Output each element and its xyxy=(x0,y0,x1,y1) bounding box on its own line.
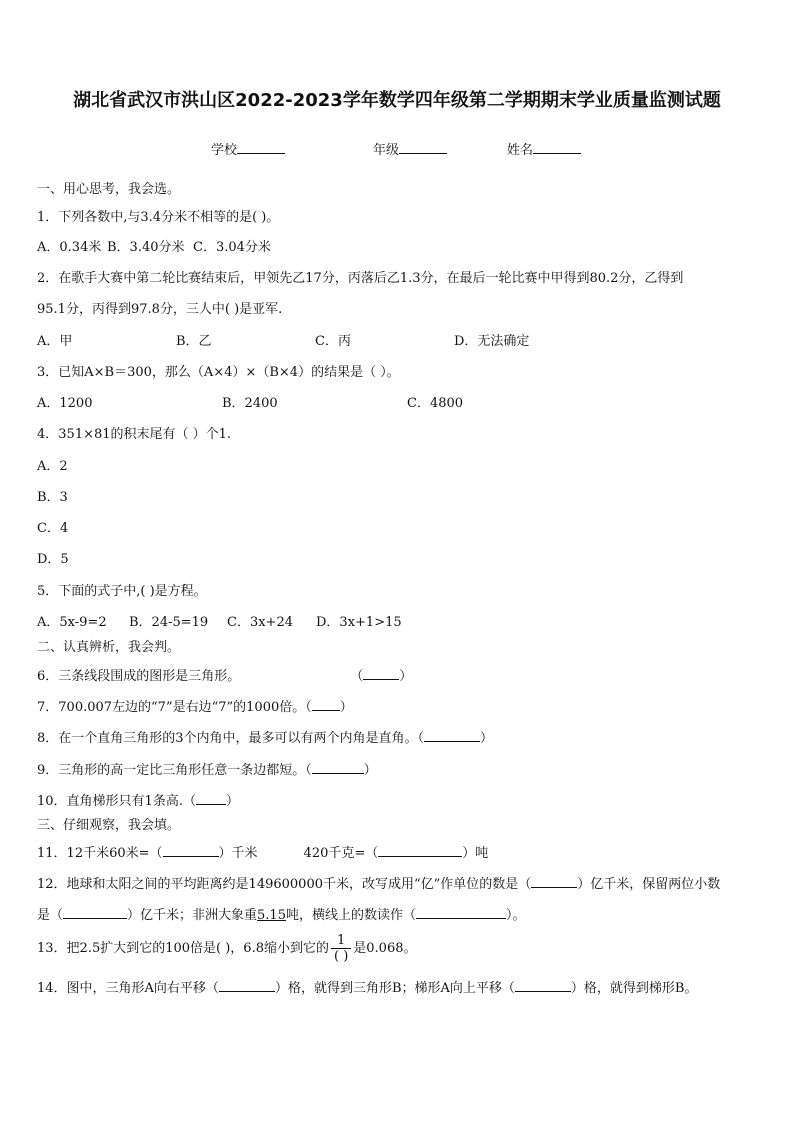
option-c[interactable]: C．丙 xyxy=(315,334,351,349)
option-c[interactable]: C．4 xyxy=(37,521,69,536)
answer-blank[interactable] xyxy=(219,978,275,992)
option-b[interactable]: B．2400 xyxy=(222,396,278,411)
question-12-line1: 12．地球和太阳之间的平均距离约是149600000千米，改写成用“亿”作单位的数是（ ）亿千米，保留两位小数 xyxy=(37,874,720,894)
question-8: 8．在一个直角三角形的3个内角中，最多可以有两个内角是直角。（ ） xyxy=(37,728,493,748)
question-13: 13．把2.5扩大到它的100倍是( )，6.8缩小到它的 $\frac{1}{( )}$ 是0.068。 xyxy=(37,933,417,964)
option-d[interactable]: D．无法确定 xyxy=(454,334,530,349)
option-d[interactable]: D．5 xyxy=(37,552,69,567)
name-field xyxy=(507,139,581,158)
answer-blank[interactable] xyxy=(363,666,399,680)
grade-blank[interactable] xyxy=(399,140,447,154)
question-10: 10．直角梯形只有1条高.（ ） xyxy=(37,791,239,811)
question-14: 14．图中，三角形A向右平移（ ）格，就得到三角形B；梯形A向上平移（ ）格，就得到梯形B。 xyxy=(37,978,697,998)
question-1-options xyxy=(37,239,271,257)
question-3-stem: 3．已知A×B＝300，那么（A×4）×（B×4）的结果是（ ）。 xyxy=(37,365,400,380)
fraction: $\frac{1}{( )}$ xyxy=(331,933,351,964)
section-1-heading: 一、用心思考，我会选。 xyxy=(37,182,181,197)
answer-blank[interactable] xyxy=(416,905,506,919)
section-2-heading: 二、认真辨析，我会判。 xyxy=(37,640,181,655)
question-4-stem: 4．351×81的积末尾有（ ）个1. xyxy=(37,427,232,442)
option-a[interactable]: A．5x-9=2 xyxy=(37,615,107,630)
answer-blank[interactable] xyxy=(63,905,127,919)
option-b[interactable]: B．3.40分米 xyxy=(107,240,185,255)
question-11: 11．12千米60米=（ ）千米 420千克=（ ）吨 xyxy=(37,843,488,863)
option-a[interactable]: A．甲 xyxy=(37,334,73,349)
school-blank[interactable] xyxy=(237,140,285,154)
answer-blank[interactable] xyxy=(378,843,462,857)
school-label: 学校 xyxy=(211,143,238,158)
question-5-stem: 5．下面的式子中,( )是方程。 xyxy=(37,584,207,599)
option-c[interactable]: C．4800 xyxy=(407,396,464,411)
grade-label: 年级 xyxy=(373,143,400,158)
answer-blank[interactable] xyxy=(196,791,226,805)
question-2-stem-line2: 95.1分，丙得到97.8分，三人中( )是亚军. xyxy=(37,302,283,317)
question-12-line2: 是（ ）亿千米；非洲大象重5.15吨，横线上的数读作（ ）。 xyxy=(37,905,526,925)
option-a[interactable]: A．1200 xyxy=(37,396,93,411)
option-b[interactable]: B．乙 xyxy=(176,334,212,349)
school-field xyxy=(211,139,285,158)
question-1-stem: 1．下列各数中,与3.4分米不相等的是( )。 xyxy=(37,210,280,225)
question-2-options xyxy=(37,333,529,351)
option-b[interactable]: B．24-5=19 xyxy=(129,615,209,630)
question-7: 7．700.007左边的“7”是右边“7”的1000倍。（ ） xyxy=(37,697,353,717)
section-3-heading: 三、仔细观察，我会填。 xyxy=(37,818,181,833)
question-2-stem-line1: 2．在歌手大赛中第二轮比赛结束后，甲领先乙17分，丙落后乙1.3分，在最后一轮比赛中甲得到80.2分，乙得到 xyxy=(37,271,684,286)
option-c[interactable]: C．3.04分米 xyxy=(193,240,271,255)
page-title: 湖北省武汉市洪山区2022-2023学年数学四年级第二学期期末学业质量监测试题 xyxy=(73,90,721,111)
answer-blank[interactable] xyxy=(515,978,571,992)
option-b[interactable]: B．3 xyxy=(37,490,68,505)
name-blank[interactable] xyxy=(533,140,581,154)
option-a[interactable]: A．0.34米 xyxy=(37,240,102,255)
option-c[interactable]: C．3x+24 xyxy=(227,615,293,630)
question-5-options xyxy=(37,614,402,632)
question-6: 6．三条线段围成的图形是三角形。 （ ） xyxy=(37,666,412,686)
question-9: 9．三角形的高一定比三角形任意一条边都短。（ ） xyxy=(37,760,377,780)
answer-blank[interactable] xyxy=(312,697,340,711)
answer-blank[interactable] xyxy=(424,728,480,742)
answer-blank[interactable] xyxy=(531,874,577,888)
question-3-options xyxy=(37,395,463,413)
option-a[interactable]: A．2 xyxy=(37,459,68,474)
option-d[interactable]: D．3x+1>15 xyxy=(316,615,402,630)
name-label: 姓名 xyxy=(507,143,534,158)
answer-blank[interactable] xyxy=(312,760,364,774)
answer-blank[interactable] xyxy=(163,843,219,857)
grade-field xyxy=(373,139,447,158)
